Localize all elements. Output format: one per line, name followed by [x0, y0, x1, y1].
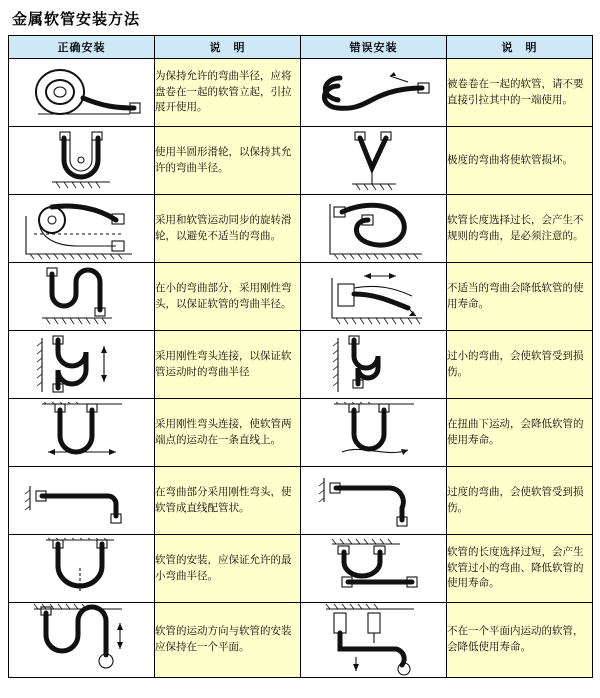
desc-wrong-1: 被卷卷在一起的软管，请不要直接引拉其中的一端使用。 — [447, 59, 593, 127]
desc-wrong-8: 软管的长度选择过短，会产生软管过小的弯曲、降低软管的使用寿命。 — [447, 535, 593, 603]
figure-hose-with-synchronized-rotating-sheave — [9, 195, 155, 263]
irregular-loop-icon — [304, 198, 444, 260]
too-small-bend-icon — [304, 334, 444, 396]
desc-correct-1: 为保持允许的弯曲半径，应将盘卷在一起的软管立起，引拉展开使用。 — [155, 59, 301, 127]
table-header-row — [9, 36, 593, 59]
table-row — [9, 603, 593, 678]
desc-wrong-4: 不适当的弯曲会降低软管的使用寿命。 — [447, 263, 593, 331]
header-correct-installation: 正确安装 — [9, 36, 155, 59]
figure-hose-over-semicircular-sheave — [9, 127, 155, 195]
table-row — [9, 195, 593, 263]
desc-correct-9: 软管的运动方向与软管的安装应保持在一个平面。 — [155, 603, 301, 678]
figure-hose-motion-in-same-plane-as-installation — [9, 603, 155, 678]
desc-correct-2: 使用半圆形滑轮，以保持其允许的弯曲半径。 — [155, 127, 301, 195]
desc-correct-8: 软管的安装，应保证允许的最小弯曲半径。 — [155, 535, 301, 603]
desc-correct-7: 在弯曲部分采用刚性弯头，使软管成直线配管状。 — [155, 467, 301, 535]
sharp-v-bend-icon — [304, 130, 444, 192]
minimum-bend-radius-icon — [12, 538, 152, 600]
desc-wrong-7: 过度的弯曲，会使软管受到损伤。 — [447, 467, 593, 535]
straight-piping-elbow-icon — [12, 470, 152, 532]
figure-coiled-hose-standing-on-reel — [9, 59, 155, 127]
table-row — [9, 535, 593, 603]
desc-correct-3: 采用和软管运动同步的旋转滑轮，以避免不适当的弯曲。 — [155, 195, 301, 263]
desc-correct-4: 在小的弯曲部分，采用刚性弯头，以保证软管的弯曲半径。 — [155, 263, 301, 331]
figure-hose-with-too-small-bend-radius — [301, 331, 447, 399]
figure-hose-bent-at-connection-arrows — [301, 263, 447, 331]
figure-hose-bent-sharply-at-v-point — [301, 127, 447, 195]
page-title: 金属软管安装方法 — [12, 10, 141, 28]
table-row — [9, 467, 593, 535]
same-plane-motion-icon — [12, 603, 152, 677]
flat-coil-pulled-icon — [304, 62, 444, 124]
table-row — [9, 263, 593, 331]
table-row — [9, 127, 593, 195]
header-wrong-installation: 错误安装 — [301, 36, 447, 59]
figure-hose-too-long-irregular-loop — [301, 195, 447, 263]
table-row — [9, 59, 593, 127]
out-of-plane-motion-icon — [304, 603, 444, 677]
header-correct-description: 说 明 — [155, 36, 301, 59]
over-bent-hose-icon — [304, 470, 444, 532]
table-row — [9, 331, 593, 399]
figure-over-bent-straight-hose — [301, 467, 447, 535]
figure-u-loop-with-rigid-elbow-inline-motion — [9, 399, 155, 467]
rigid-elbow-small-bend-icon — [12, 266, 152, 328]
figure-u-shaped-hose-with-rigid-elbows — [9, 331, 155, 399]
figure-hose-installed-with-minimum-bend-radius — [9, 535, 155, 603]
rotating-sheave-icon — [12, 198, 152, 260]
twisted-motion-icon — [304, 402, 444, 464]
figure-rigid-elbow-at-small-bend — [9, 263, 155, 331]
desc-wrong-2: 极度的弯曲将使软管损坏。 — [447, 127, 593, 195]
hose-installation-table — [8, 35, 593, 678]
bent-connection-arrows-icon — [304, 266, 444, 328]
desc-wrong-9: 不在一个平面内运动的软管，会降低使用寿命。 — [447, 603, 593, 678]
figure-u-loop-twisted-motion — [301, 399, 447, 467]
desc-wrong-6: 在扭曲下运动，会降低软管的使用寿命。 — [447, 399, 593, 467]
figure-straight-piping-with-rigid-elbow — [9, 467, 155, 535]
u-shape-rigid-elbow-icon — [12, 334, 152, 396]
desc-correct-6: 采用刚性弯头连接，使软管两端点的运动在一条直线上。 — [155, 399, 301, 467]
figure-hose-motion-out-of-plane — [301, 603, 447, 678]
desc-correct-5: 采用刚性弯头连接，以保证软管运动时的弯曲半径 — [155, 331, 301, 399]
too-short-overbent-icon — [304, 538, 444, 600]
figure-hose-too-long-overbent — [301, 535, 447, 603]
coiled-hose-standing-icon — [12, 62, 152, 124]
figure-coiled-hose-pulled-from-flat-coil — [301, 59, 447, 127]
desc-wrong-3: 软管长度选择过长，会产生不规则的弯曲，是必须注意的。 — [447, 195, 593, 263]
table-row — [9, 399, 593, 467]
u-loop-inline-motion-icon — [12, 402, 152, 464]
header-wrong-description: 说 明 — [447, 36, 593, 59]
desc-wrong-5: 过小的弯曲，会使软管受到损伤。 — [447, 331, 593, 399]
semicircular-sheave-icon — [12, 130, 152, 192]
